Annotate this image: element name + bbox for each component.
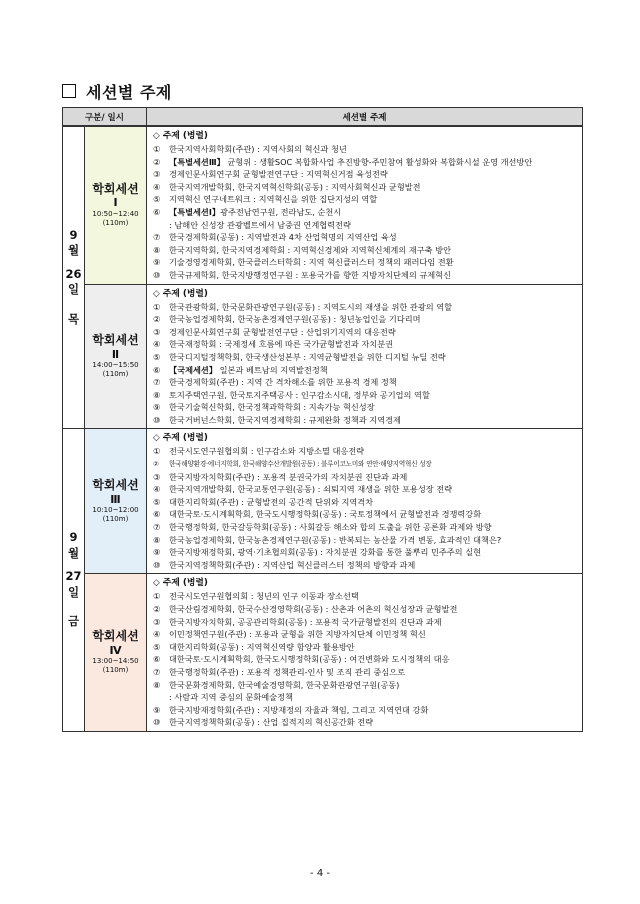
topic-item: [153, 269, 578, 282]
date-cell: [63, 126, 85, 429]
date-cell: [63, 429, 85, 731]
topic-text-wrap: [169, 256, 578, 269]
topic-number: ⑤: [153, 641, 161, 652]
topic-number: ④: [153, 339, 161, 350]
topic-number: ②: [153, 604, 161, 614]
topic-text: 한국지역사회학회(주관) : 지역사회의 혁신과 청년: [169, 144, 347, 154]
topic-number: ④: [153, 629, 161, 640]
topic-text-wrap: [169, 244, 578, 257]
topic-text: 일본과 베트남의 지역발전정책: [217, 364, 328, 375]
topic-text: 광주전남연구원, 전라남도, 순천시: [220, 206, 342, 217]
topic-item: [153, 389, 578, 402]
topic-text-wrap: [169, 445, 578, 458]
topic-number: ②: [153, 156, 161, 167]
topic-item: [153, 364, 578, 377]
session-duration: (110m): [102, 514, 129, 523]
special-session-tag: 【특별세션Ⅰ】: [169, 206, 221, 217]
topics-cell: [147, 574, 583, 732]
theme-heading: ◇ 주제 (병렬): [153, 433, 208, 444]
topic-text: 전국시도연구원협의회 : 청년의 인구 이동과 장소선택: [169, 591, 359, 602]
topic-text-wrap: [169, 603, 578, 616]
topics-cell: [147, 429, 583, 574]
topic-number: ⑩: [153, 414, 161, 425]
topic-number: ⑦: [153, 666, 161, 677]
topic-item: [153, 156, 578, 169]
topic-item: [153, 414, 578, 427]
session-time: 13:00~14:50: [92, 657, 139, 666]
session-number: Ⅲ: [110, 492, 121, 506]
topic-number: ④: [153, 484, 161, 495]
topic-item: [153, 206, 578, 219]
topic-text-wrap: [169, 641, 578, 654]
topics-cell: [147, 284, 583, 429]
topic-text-wrap: [169, 496, 578, 509]
topic-text: 균형위 : 생활SOC 복합화사업 추진방향-주민참여 활성화와 복합화시설 운영 개선방안: [224, 156, 533, 167]
topic-number: ③: [153, 616, 161, 627]
session-label-cell: [85, 574, 147, 732]
date-day: 27: [65, 569, 82, 584]
topic-text-wrap: [169, 546, 578, 559]
topic-number: ⑦: [153, 377, 161, 388]
topic-text: 지역혁신 연구네트워크 : 지역혁신을 위한 집단지성의 역할: [169, 194, 378, 205]
session-name: 학회세션: [92, 629, 139, 644]
topic-text: 한국지방재정학회, 광역·기초협의회(공동) : 자치분권 강화를 통한 풀뿌리 민주주의 실현: [169, 547, 482, 558]
topic-text: 한국규제학회, 한국지방행정연구원 : 포용국가를 향한 지방자치단체의 규제혁신: [169, 269, 451, 280]
date-month-unit: 월: [67, 243, 80, 258]
topic-text-wrap: [169, 521, 578, 534]
topic-text-wrap: [169, 691, 578, 704]
date-day: 26: [65, 266, 82, 281]
topic-text-wrap: [169, 458, 578, 471]
topic-text-wrap: [169, 666, 578, 679]
topic-text: 대한지리학회(공동) : 지역혁신역량 함양과 활용방안: [169, 641, 355, 652]
session-label-cell: [85, 429, 147, 574]
table-header-row: [63, 108, 583, 127]
topic-number: ⑨: [153, 402, 161, 413]
topic-number: ②: [153, 460, 159, 469]
topic-text: 한국농업경제학회, 한국농촌경제연구원(공동) : 청년농업인을 기다리며: [169, 314, 421, 325]
session-name: 학회세션: [92, 181, 139, 196]
topic-text: 한국지방재정학회(주관) : 지방재정의 자율과 책임, 그리고 지역연대 강화: [169, 704, 429, 715]
topic-text: 한국농업경제학회, 한국농촌경제연구원(공동) : 반복되는 농산물 가격 변동, 효과적인 대책은?: [169, 534, 502, 545]
topic-text-wrap: [169, 143, 578, 156]
topic-text-wrap: [169, 156, 578, 169]
topic-text: 대한지리학회(주관) : 균형발전의 공간적 단위와 지역격차: [169, 496, 374, 507]
session-row: [63, 429, 583, 574]
topic-item: [153, 716, 578, 729]
topic-item: [153, 471, 578, 484]
date-month: 9: [69, 530, 78, 545]
topic-item: [153, 256, 578, 269]
session-row: [63, 574, 583, 732]
topic-number: ⑦: [153, 232, 161, 243]
topic-number: ⑩: [153, 717, 161, 728]
section-title: [62, 80, 172, 102]
topic-text: 한국문화경제학회, 한국예술경영학회, 한국문화관광연구원(공동): [169, 679, 400, 690]
topic-item: [153, 590, 578, 603]
checkbox-square-icon: [62, 84, 76, 98]
topic-item: [153, 168, 578, 181]
topic-item: [153, 313, 578, 326]
topic-text: 한국지방자치학회, 공공관리학회(공동) : 포용적 국가균형발전의 진단과 과제: [169, 616, 442, 627]
topics-cell: [147, 126, 583, 284]
date-day-unit: 일: [67, 584, 80, 599]
topic-text-wrap: [169, 590, 578, 603]
topic-item: [153, 219, 578, 232]
topic-text-wrap: [169, 231, 578, 244]
topic-number: ⑥: [153, 206, 161, 217]
topic-text: 이민정책연구원(주관) : 포용과 균형을 위한 지방자치단체 이민정책 혁신: [169, 629, 426, 640]
topic-text-wrap: [169, 326, 578, 339]
topic-item: [153, 546, 578, 559]
topic-number: [153, 691, 169, 704]
topic-text-wrap: [169, 301, 578, 314]
topic-number: ②: [153, 314, 161, 325]
topic-text: 한국기술혁신학회, 한국정책과학학회 : 지속가능 혁신성장: [169, 402, 375, 413]
topic-text: 한국지역개발학회, 한국교통연구원(공동) : 쇠퇴지역 재생을 위한 포용성장 전략: [169, 484, 453, 495]
topic-number: ⑤: [153, 194, 161, 205]
topic-text-wrap: [169, 193, 578, 206]
theme-heading: ◇ 주제 (병렬): [153, 131, 208, 141]
topic-text: 한국행정학회, 한국갈등학회(공동) : 사회갈등 해소와 합의 도출을 위한 공론화 과제와 방향: [169, 522, 492, 533]
topic-number: ⑨: [153, 704, 161, 715]
topic-text-wrap: [169, 364, 578, 377]
session-duration: (110m): [102, 218, 129, 227]
topic-number: ①: [153, 446, 161, 457]
session-label-cell: [85, 126, 147, 284]
topic-number: ①: [153, 144, 161, 154]
session-name: 학회세션: [92, 477, 139, 492]
topic-text: 대한국토·도시계획학회, 한국도시행정학회(공동) : 국토정책에서 균형발전과 경쟁력강화: [169, 509, 482, 520]
topic-text-wrap: [169, 534, 578, 547]
topic-item: [153, 351, 578, 364]
topic-text-wrap: [169, 269, 578, 282]
topic-item: [153, 445, 578, 458]
topic-item: [153, 326, 578, 339]
topic-item: [153, 508, 578, 521]
topic-item: [153, 181, 578, 194]
topic-number: ⑧: [153, 679, 161, 690]
topic-number: ①: [153, 591, 161, 602]
topic-item: [153, 679, 578, 692]
topic-item: [153, 301, 578, 314]
topic-text: : 사람과 지역 중심의 문화예술정책: [169, 692, 293, 703]
topic-text: 한국지방자치학회(주관) : 포용적 분권국가의 자치분권 진단과 과제: [169, 471, 408, 482]
topic-number: ⑥: [153, 509, 161, 520]
topic-number: ⑧: [153, 244, 161, 255]
topic-number: [153, 219, 169, 232]
topic-text: 경제인문사회연구회 균형발전연구단 : 산업위기지역의 대응전략: [169, 326, 396, 337]
topic-number: ⑤: [153, 496, 161, 507]
session-name: 학회세션: [92, 332, 139, 347]
topic-number: ④: [153, 181, 161, 192]
topic-item: [153, 521, 578, 534]
topic-item: [153, 691, 578, 704]
topic-text: 한국행정학회(주관) : 포용적 정책관리-인사 및 조직 관리 중심으로: [169, 666, 405, 677]
session-number: Ⅰ: [113, 196, 118, 210]
topic-text-wrap: [169, 401, 578, 414]
topic-number: ⑩: [153, 269, 161, 280]
topic-text: 경제인문사회연구회 균형발전연구단 : 지역혁신거점 육성전략: [169, 169, 388, 180]
theme-heading: ◇ 주제 (병렬): [153, 578, 208, 589]
topic-text-wrap: [169, 414, 578, 427]
topic-text-wrap: [169, 168, 578, 181]
session-number: Ⅳ: [109, 643, 122, 657]
topic-item: [153, 143, 578, 156]
topic-item: [153, 231, 578, 244]
topic-text: : 남해안 신성장 관광벨트에서 남중권 연계협력전략: [169, 219, 351, 230]
topic-text: 전국시도연구원협의회 : 인구감소와 지방소멸 대응전략: [169, 446, 365, 457]
session-table: [62, 107, 583, 732]
topic-text-wrap: [169, 206, 578, 219]
topic-text-wrap: [169, 483, 578, 496]
topic-item: [153, 193, 578, 206]
topic-item: [153, 401, 578, 414]
topic-item: [153, 603, 578, 616]
topic-number: ⑥: [153, 364, 161, 375]
topic-text: 한국지역학회, 한국지역경제학회 : 지역혁신경제와 지역혁신체계의 재구축 방안: [169, 244, 451, 255]
topic-item: [153, 641, 578, 654]
topic-text: 대한국토·도시계획학회, 한국도시행정학회(공동) : 여건변화와 도시정책의 대응: [169, 654, 450, 665]
date-weekday: 목: [67, 312, 80, 326]
topic-item: [153, 458, 578, 471]
topic-item: [153, 338, 578, 351]
session-duration: (110m): [102, 666, 129, 675]
topic-text-wrap: [169, 628, 578, 641]
topic-number: ⑩: [153, 559, 161, 570]
topic-number: ⑤: [153, 351, 161, 362]
topic-text-wrap: [169, 376, 578, 389]
topic-text: 한국경제학회(주관) : 지역 간 격차해소를 위한 포용적 경제 정책: [169, 377, 397, 388]
topic-number: ③: [153, 169, 161, 180]
topic-item: [153, 483, 578, 496]
topic-item: [153, 534, 578, 547]
topic-text-wrap: [169, 219, 578, 232]
topic-text-wrap: [169, 704, 578, 717]
topic-item: [153, 628, 578, 641]
topic-text-wrap: [169, 471, 578, 484]
theme-heading: ◇ 주제 (병렬): [153, 288, 208, 299]
topic-item: [153, 376, 578, 389]
session-time: 10:10~12:00: [92, 505, 139, 514]
topic-number: ⑦: [153, 522, 161, 533]
topic-item: [153, 496, 578, 509]
topic-text-wrap: [169, 716, 578, 729]
topic-text: 기술경영경제학회, 한국클러스터학회 : 지역 혁신클러스터 정책의 패러다임 전환: [169, 257, 454, 268]
special-session-tag: 【특별세션Ⅲ】: [169, 156, 225, 167]
topic-text: 한국거버넌스학회, 한국지역경제학회 : 규제완화 정책과 지역경제: [169, 414, 401, 425]
header-topics: 세션별 주제: [147, 108, 583, 127]
topic-text-wrap: [169, 338, 578, 351]
session-row: [63, 284, 583, 429]
topic-item: [153, 666, 578, 679]
topic-text-wrap: [169, 181, 578, 194]
topic-text: 한국재정학회 : 국제정세 흐름에 따른 국가균형발전과 자치분권: [169, 339, 394, 350]
topic-item: [153, 704, 578, 717]
topic-text-wrap: [169, 559, 578, 572]
session-row: [63, 126, 583, 284]
topic-text: 한국디지털정책학회, 한국생산성본부 : 지역균형발전을 위한 디지털 뉴딜 전략: [169, 351, 446, 362]
topic-number: ⑨: [153, 547, 161, 558]
topic-text: 토지주택연구원, 한국토지주택공사 : 인구감소시대, 정부와 공기업의 역할: [169, 389, 430, 400]
date-day-unit: 일: [67, 282, 80, 297]
topic-text: 한국산림경제학회, 한국수산경영학회(공동) : 산촌과 어촌의 혁신성장과 균형발전: [169, 604, 458, 614]
topic-text-wrap: [169, 653, 578, 666]
topic-number: ⑥: [153, 654, 161, 665]
topic-item: [153, 653, 578, 666]
date-month: 9: [69, 227, 78, 242]
date-month-unit: 월: [67, 545, 80, 560]
topic-text: 한국해양환경·에너지학회, 한국해양수산개발원(공동) : 블루이코노미와 연안·해양지역혁신 성장: [169, 460, 432, 469]
session-duration: (110m): [102, 369, 129, 378]
topic-item: [153, 244, 578, 257]
page-title: 세션별 주제: [86, 82, 172, 102]
topic-text-wrap: [169, 351, 578, 364]
topic-text: 한국지역정책학회(공동) : 산업 집적지의 혁신공간화 전략: [169, 717, 374, 728]
topic-text-wrap: [169, 679, 578, 692]
topic-text-wrap: [169, 313, 578, 326]
topic-number: ⑨: [153, 257, 161, 268]
topic-text-wrap: [169, 616, 578, 629]
topic-item: [153, 559, 578, 572]
session-label-cell: [85, 284, 147, 429]
date-weekday: 금: [67, 614, 80, 629]
topic-text-wrap: [169, 508, 578, 521]
header-date: 구분/ 일시: [63, 108, 147, 127]
topic-number: ③: [153, 326, 161, 337]
topic-text: 한국관광학회, 한국문화관광연구원(공동) : 지역도시의 재생을 위한 관광의 역할: [169, 301, 453, 312]
session-time: 14:00~15:50: [92, 360, 139, 369]
topic-text: 한국경제학회(공동) : 지역발전과 4차 산업혁명의 지역산업 육성: [169, 232, 397, 243]
topic-text: 한국지역정책학회(주관) : 지역산업 혁신클러스터 정책의 방향과 과제: [169, 559, 416, 570]
topic-text: 한국지역개발학회, 한국지역혁신학회(공동) : 지역사회혁신과 균형발전: [169, 181, 421, 192]
page-number: - 4 -: [310, 868, 330, 879]
session-time: 10:50~12:40: [92, 209, 139, 218]
topic-number: ⑧: [153, 389, 161, 400]
special-session-tag: 【국제세션】: [169, 364, 218, 375]
session-number: Ⅱ: [111, 347, 120, 361]
topic-number: ①: [153, 301, 161, 312]
topic-number: ⑧: [153, 534, 161, 545]
topic-item: [153, 616, 578, 629]
topic-number: ③: [153, 471, 161, 482]
topic-text-wrap: [169, 389, 578, 402]
